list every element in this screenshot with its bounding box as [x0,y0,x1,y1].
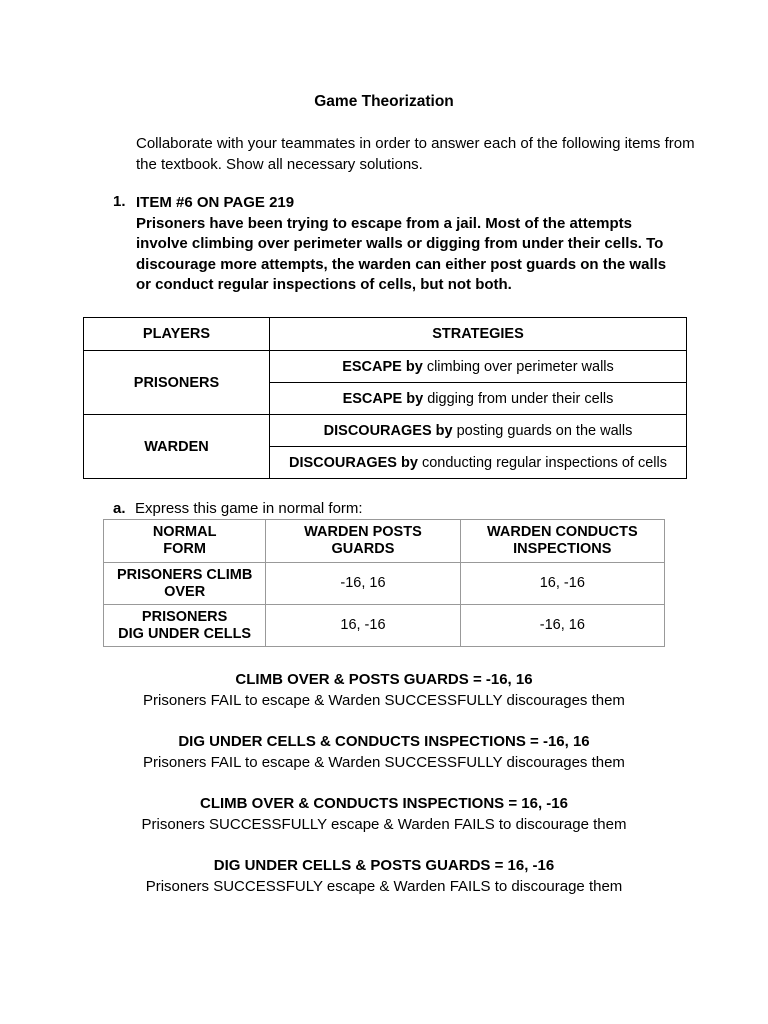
strategy-verb: DISCOURAGES by [323,422,453,439]
payoff-cell: -16, 16 [266,563,460,605]
strategy-verb: ESCAPE by [342,358,423,375]
row-header-dig [104,605,266,647]
strategy-verb: ESCAPE by [342,390,424,407]
strategy-cell [270,383,687,415]
payoff-cell: -16, 16 [460,605,664,647]
item-heading: ITEM #6 ON PAGE 219 [136,194,295,211]
outcome-block [0,731,768,773]
table-row [84,415,687,447]
strategy-cell [270,447,687,479]
strategy-detail: climbing over perimeter walls [422,358,614,375]
col-header-line-2: GUARDS [331,541,395,557]
outcome-description: Prisoners FAIL to escape & Warden SUCCESSFULLY discourages them [143,754,625,771]
table-row [104,605,665,647]
corner-line-1: NORMAL [152,524,217,540]
outcome-description: Prisoners SUCCESSFULY escape & Warden FAILS to discourage them [145,878,623,895]
item-prompt: Prisoners have been trying to escape from a jail. Most of the attempts involve climbing over perimeter walls or digging from under their cells. To discourage more attempts, the warden can either post guards on the walls or conduct regular inspections of cells, but not both. [136,214,667,293]
corner-line-2: FORM [163,541,206,557]
player-prisoners: PRISONERS [84,351,270,415]
outcome-block [0,793,768,835]
table-row [84,351,687,383]
col-header-posts-guards [266,520,460,563]
col-header-line-2: INSPECTIONS [513,541,612,557]
page-title: Game Theorization [314,93,454,110]
item-body [136,193,681,296]
normal-form-table [103,519,665,647]
payoff-cell: 16, -16 [266,605,460,647]
intro-paragraph: Collaborate with your teammates in order to answer each of the following items from the textbook. Show all necessary solutions. [136,135,695,173]
col-header-line-1: WARDEN POSTS [304,524,422,540]
normal-form-header-row [104,520,665,563]
strategies-header: STRATEGIES [270,318,687,351]
normal-form-corner [104,520,266,563]
item-number: 1. [113,193,126,210]
sub-item-text: Express this game in normal form: [135,500,363,517]
row-header-climb [104,563,266,605]
strategy-detail: posting guards on the walls [452,422,633,439]
strategy-cell [270,351,687,383]
outcome-block [0,669,768,711]
outcome-heading: CLIMB OVER & POSTS GUARDS = -16, 16 [235,671,533,688]
table-row [104,563,665,605]
row-header-line-2: DIG UNDER CELLS [118,625,252,642]
outcomes-list [0,669,768,917]
outcome-heading: DIG UNDER CELLS & POSTS GUARDS = 16, -16 [213,857,555,874]
payoff-cell: 16, -16 [460,563,664,605]
row-header-line-1: PRISONERS CLIMB [116,566,253,583]
players-header: PLAYERS [84,318,270,351]
strategy-verb: DISCOURAGES by [289,454,418,471]
outcome-block [0,855,768,897]
sub-item-letter: a. [113,500,126,517]
col-header-conducts-inspections [460,520,664,563]
strategies-header-row [84,318,687,351]
strategy-detail: digging from under their cells [423,390,614,407]
strategy-cell [270,415,687,447]
outcome-heading: CLIMB OVER & CONDUCTS INSPECTIONS = 16, -16 [200,795,568,812]
outcome-heading: DIG UNDER CELLS & CONDUCTS INSPECTIONS = -16, 16 [178,733,590,750]
outcome-description: Prisoners SUCCESSFULLY escape & Warden FAILS to discourage them [141,816,627,833]
outcome-description: Prisoners FAIL to escape & Warden SUCCESSFULLY discourages them [143,692,625,709]
player-warden: WARDEN [84,415,270,479]
sub-item-a [113,500,363,517]
strategies-table [83,317,687,479]
col-header-line-1: WARDEN CONDUCTS [486,524,638,540]
row-header-line-2: OVER [164,583,206,600]
strategy-detail: conducting regular inspections of cells [417,454,667,471]
row-header-line-1: PRISONERS [141,608,228,625]
